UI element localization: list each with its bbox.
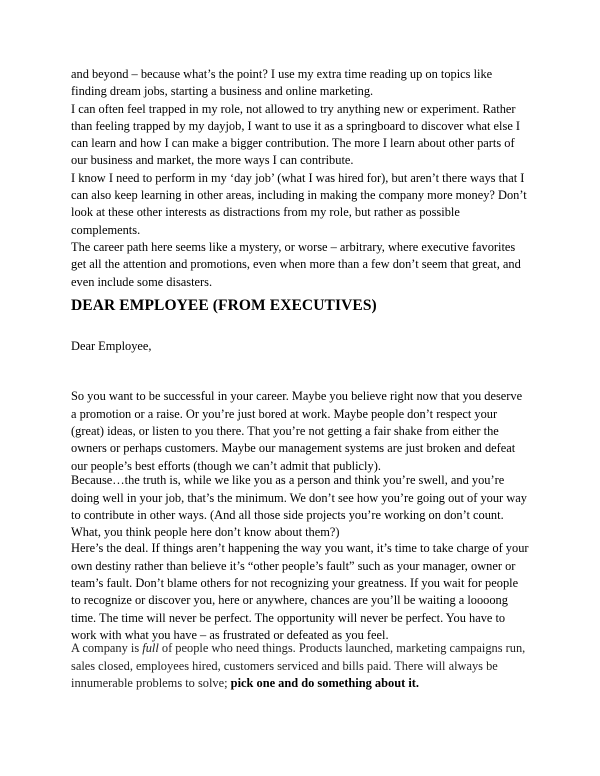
letter-paragraph-4-middle: of people who need things. Products launched, marketing campaigns run, sales closed, employees hired, customers serviced and bills paid. There will always be innumerable problems to solve; bbox=[71, 641, 526, 690]
emphasis-full: full bbox=[142, 641, 159, 656]
call-to-action: pick one and do something about it. bbox=[230, 675, 419, 690]
letter-paragraph-1: So you want to be successful in your career. Maybe you believe right now that you deserve a promotion or a raise. Or you’re just bored at work. Maybe people don’t respect your (great) ideas, or listen to you there. That you’re not getting a fair shake from either the owners or perhaps customers. Maybe our management systems are just broken and defeat our people’s best efforts (though we can’t admit that publicly). bbox=[71, 389, 523, 473]
salutation: Dear Employee, bbox=[71, 339, 152, 353]
letter-paragraph-2: Because…the truth is, while we like you as a person and think you’re swell, and you’re doing well in your job, that’s the minimum. We don’t see how you’re going out of your way to contribute in other ways. (And all those side projects you’re working on don’t count. What, you think people here don’t know about them?) bbox=[71, 473, 527, 540]
section-heading-wrap bbox=[71, 296, 377, 316]
letter-paragraph-3: Here’s the deal. If things aren’t happening the way you want, it’s time to take charge of your own destiny rather than believe it’s “other people’s fault” such as your manager, owner or team’s fault. Don’t blame others for not recognizing your greatness. If you wait for people to recognize or discover you, here or anywhere, chances are you’ll be waiting a loooong time. The time will never be perfect. The opportunity will never be perfect. You have to work with what you have – as frustrated or defeated as you feel. bbox=[71, 541, 529, 642]
intro-paragraph-2: I can often feel trapped in my role, not allowed to try anything new or experiment. Rather than feeling trapped by my dayjob, I want to use it as a springboard to discover what else I can learn and how I can make a bigger contribution. The more I learn about other parts of our business and market, the more ways I can contribute. bbox=[71, 101, 521, 168]
intro-section bbox=[71, 66, 529, 291]
intro-paragraph-4: The career path here seems like a mystery, or worse – arbitrary, where executive favorites get all the attention and promotions, even when more than a few don’t seem that great, and even include some disasters. bbox=[71, 239, 521, 289]
letter-paragraph-4-start: A company is bbox=[71, 641, 143, 656]
intro-paragraph-3: I know I need to perform in my ‘day job’ (what I was hired for), but aren’t there ways that I can also keep learning in other areas, including in making the company more money? Don’t look at these other interests as distractions from my role, but rather as possible complements. bbox=[71, 170, 527, 237]
letter-paragraph-4 bbox=[71, 640, 529, 692]
section-heading: DEAR EMPLOYEE (FROM EXECUTIVES) bbox=[71, 297, 377, 314]
intro-paragraph-1: and beyond – because what’s the point? I use my extra time reading up on topics like finding dream jobs, starting a business and online marketing. bbox=[71, 67, 493, 99]
